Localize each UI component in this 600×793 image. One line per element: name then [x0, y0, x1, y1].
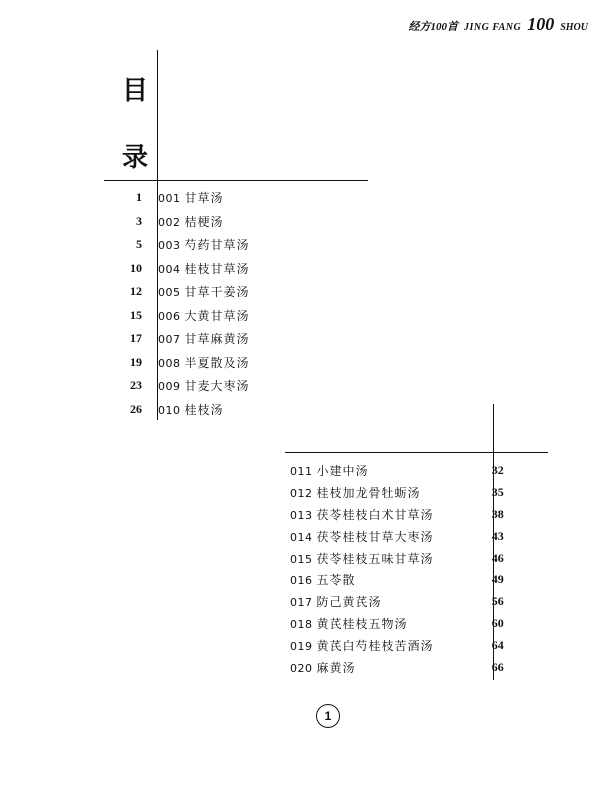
toc-row[interactable]: [104, 374, 304, 398]
toc-row[interactable]: [290, 569, 520, 591]
page-number: 1: [316, 704, 340, 728]
toc-row[interactable]: [290, 634, 520, 656]
toc-code: 004: [158, 262, 181, 276]
toc-code: 003: [158, 239, 181, 253]
toc-row[interactable]: [104, 351, 304, 375]
header-jing-fang: JING FANG: [464, 22, 522, 33]
toc-title: 半夏散及汤: [184, 355, 250, 370]
toc-code: 019: [290, 639, 313, 653]
toc-page: 56: [491, 594, 504, 609]
toc-code: 015: [290, 552, 313, 566]
toc-row[interactable]: [290, 656, 520, 678]
toc-title: 甘草干姜汤: [184, 285, 250, 300]
running-header: [409, 14, 589, 35]
toc-title: 黄芪桂枝五物汤: [316, 616, 408, 631]
toc-page: 38: [491, 506, 504, 521]
toc-code: 020: [290, 661, 313, 675]
toc-list-left: [104, 186, 304, 421]
toc-code: 011: [290, 465, 313, 479]
toc-code: 018: [290, 617, 313, 631]
toc-code: 001: [158, 192, 181, 206]
toc-code: 017: [290, 596, 313, 610]
toc-code: 007: [158, 333, 181, 347]
toc-page: 43: [491, 528, 504, 543]
toc-title: 大黄甘草汤: [184, 308, 250, 323]
header-number: 100: [527, 14, 555, 34]
toc-row[interactable]: [104, 398, 304, 422]
toc-page: 49: [491, 572, 504, 587]
toc-title: 桂枝加龙骨牡蛎汤: [316, 486, 421, 501]
toc-page: 15: [130, 307, 142, 322]
toc-page: 12: [130, 284, 142, 299]
toc-code: 005: [158, 286, 181, 300]
toc-page: 60: [491, 615, 504, 630]
toc-title: 黄芪白芍桂枝苦酒汤: [316, 638, 434, 653]
toc-page: 32: [491, 463, 504, 478]
toc-title: 麻黄汤: [316, 660, 356, 675]
toc-row[interactable]: [104, 186, 304, 210]
toc-code: 002: [158, 215, 181, 229]
header-book-title: 经方100首: [408, 21, 458, 33]
toc-row[interactable]: [104, 327, 304, 351]
toc-title: 甘草麻黄汤: [184, 332, 250, 347]
toc-page: 64: [491, 637, 504, 652]
toc-row[interactable]: [104, 210, 304, 234]
toc-title: 甘麦大枣汤: [184, 379, 250, 394]
toc-page: 46: [491, 550, 504, 565]
toc-page: 10: [130, 260, 142, 275]
toc-code: 009: [158, 380, 181, 394]
toc-page: 3: [136, 213, 142, 228]
toc-row[interactable]: [290, 547, 520, 569]
left-horizontal-rule: [104, 180, 368, 181]
toc-row[interactable]: [290, 525, 520, 547]
toc-row[interactable]: [104, 280, 304, 304]
toc-title-char-1: 目: [122, 76, 149, 106]
toc-list-right: [290, 460, 520, 678]
toc-title: 五苓散: [316, 573, 356, 588]
toc-title: 茯苓桂枝白术甘草汤: [316, 507, 434, 522]
toc-page: 5: [136, 237, 142, 252]
toc-row[interactable]: [104, 304, 304, 328]
toc-title: 桔梗汤: [184, 214, 224, 229]
header-shou: SHOU: [560, 22, 588, 33]
toc-page: 17: [130, 331, 142, 346]
toc-row[interactable]: [290, 504, 520, 526]
toc-page: 19: [130, 354, 142, 369]
toc-row[interactable]: [104, 257, 304, 281]
toc-page: 1: [136, 190, 142, 205]
toc-page: 35: [491, 485, 504, 500]
toc-code: 016: [290, 574, 313, 588]
right-horizontal-rule: [285, 452, 548, 453]
toc-title: 桂枝甘草汤: [184, 261, 250, 276]
toc-title-char-2: 录: [122, 143, 149, 173]
toc-code: 010: [158, 403, 181, 417]
toc-row[interactable]: [290, 460, 520, 482]
toc-title: 茯苓桂枝五味甘草汤: [316, 551, 434, 566]
toc-code: 013: [290, 508, 313, 522]
toc-page: 26: [130, 401, 142, 416]
toc-title: 茯苓桂枝甘草大枣汤: [316, 529, 434, 544]
toc-title: 防己黄芪汤: [316, 595, 382, 610]
toc-title: 桂枝汤: [184, 402, 224, 417]
toc-page: 23: [130, 378, 142, 393]
toc-code: 008: [158, 356, 181, 370]
toc-code: 006: [158, 309, 181, 323]
toc-row[interactable]: [290, 591, 520, 613]
toc-code: 014: [290, 530, 313, 544]
toc-title: 小建中汤: [316, 464, 369, 479]
toc-code: 012: [290, 487, 313, 501]
toc-row[interactable]: [104, 233, 304, 257]
toc-row[interactable]: [290, 482, 520, 504]
toc-title: 甘草汤: [184, 191, 224, 206]
toc-title: 芍药甘草汤: [184, 238, 250, 253]
toc-page: 66: [491, 659, 504, 674]
toc-row[interactable]: [290, 613, 520, 635]
